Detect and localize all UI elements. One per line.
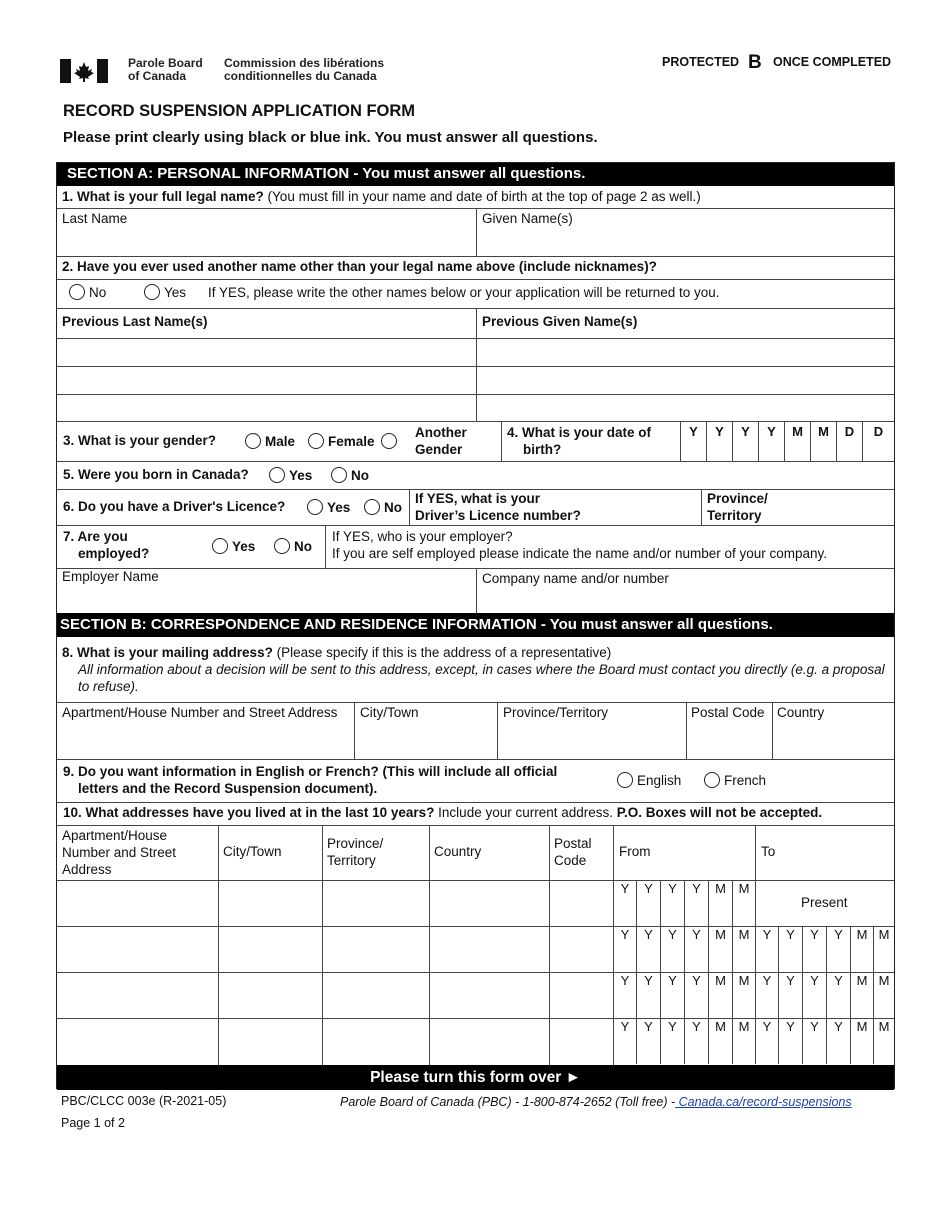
- q2-no-option[interactable]: No: [69, 284, 106, 300]
- born-canada-no-radio[interactable]: [331, 467, 347, 483]
- last-name-label: Last Name: [62, 211, 128, 226]
- question-4: 4. What is your date of birth?: [507, 425, 652, 457]
- question-6: 6. Do you have a Driver's Licence?: [63, 499, 286, 514]
- mailing-city-label: City/Town: [360, 705, 419, 720]
- born-canada-yes-option[interactable]: Yes: [269, 467, 312, 483]
- history-row-2-from-box-1[interactable]: Y: [613, 926, 636, 972]
- history-row-2-to-box-6[interactable]: M: [873, 926, 894, 972]
- mailing-province-label: Province/Territory: [503, 705, 609, 720]
- q2-note: If YES, please write the other names below or your application will be returned to you.: [208, 285, 720, 300]
- history-row-2-from-box-2[interactable]: Y: [636, 926, 660, 972]
- mailing-street-field[interactable]: [57, 723, 354, 759]
- history-from-header: From: [619, 844, 651, 859]
- born-canada-no-option[interactable]: No: [331, 467, 369, 483]
- dob-box-7[interactable]: D: [836, 421, 862, 461]
- history-row-1-country-field[interactable]: [430, 881, 549, 926]
- history-row-2-from-box-5[interactable]: M: [708, 926, 732, 972]
- employer-name-field[interactable]: [57, 588, 476, 613]
- history-row-3-country-field[interactable]: [430, 973, 549, 1018]
- history-row-4-to-box-6[interactable]: M: [873, 1018, 894, 1064]
- mailing-country-field[interactable]: [773, 723, 894, 759]
- q2-no-radio[interactable]: [69, 284, 85, 300]
- section-a-header: SECTION A: PERSONAL INFORMATION - You must answer all questions.: [57, 163, 894, 186]
- previous-given-name-field-2[interactable]: [477, 367, 894, 394]
- question-7: 7. Are you employed?: [63, 529, 150, 561]
- page-number: Page 1 of 2: [61, 1116, 125, 1130]
- dob-box-1[interactable]: Y: [680, 421, 706, 461]
- history-row-1-from-box-2[interactable]: Y: [636, 880, 660, 926]
- history-row-4-to-box-5[interactable]: M: [850, 1018, 873, 1064]
- history-row-3-province-field[interactable]: [323, 973, 429, 1018]
- previous-last-name-field-2[interactable]: [57, 367, 476, 394]
- history-row-3-from-box-6[interactable]: M: [732, 972, 755, 1018]
- licence-yes-radio[interactable]: [307, 499, 323, 515]
- mailing-country-label: Country: [777, 705, 825, 720]
- licence-yes-option[interactable]: Yes: [307, 499, 350, 515]
- employer-question: If YES, who is your employer? If you are self employed please indicate the name and/or number of your company.: [332, 529, 828, 561]
- q2-yes-radio[interactable]: [144, 284, 160, 300]
- dob-box-3[interactable]: Y: [732, 421, 758, 461]
- history-row-3-city-field[interactable]: [219, 973, 322, 1018]
- department-name-english: Parole Board of Canada: [128, 56, 203, 83]
- last-name-field[interactable]: [57, 209, 476, 256]
- mailing-city-field[interactable]: [355, 723, 497, 759]
- history-row-4-from-box-5[interactable]: M: [708, 1018, 732, 1064]
- mailing-province-field[interactable]: [498, 723, 686, 759]
- history-row-4-to-box-2[interactable]: Y: [778, 1018, 802, 1064]
- history-row-4-postal-field[interactable]: [550, 1019, 613, 1064]
- history-row-3-postal-field[interactable]: [550, 973, 613, 1018]
- employer-name-label: Employer Name: [62, 569, 159, 584]
- gender-female-radio[interactable]: [308, 433, 324, 449]
- employed-yes-radio[interactable]: [212, 538, 228, 554]
- present-label: Present: [801, 895, 848, 910]
- gender-another-label: Another Gender: [415, 425, 467, 457]
- history-row-2-postal-field[interactable]: [550, 927, 613, 972]
- language-french-radio[interactable]: [704, 772, 720, 788]
- history-row-4-city-field[interactable]: [219, 1019, 322, 1064]
- protected-level: B: [748, 52, 762, 73]
- mailing-postal-field[interactable]: [687, 723, 772, 759]
- born-canada-yes-radio[interactable]: [269, 467, 285, 483]
- history-row-3-to-box-2[interactable]: Y: [778, 972, 802, 1018]
- history-row-2-from-box-6[interactable]: M: [732, 926, 755, 972]
- company-label: Company name and/or number: [482, 571, 669, 586]
- previous-given-name-field-1[interactable]: [477, 339, 894, 366]
- history-row-2-to-box-5[interactable]: M: [850, 926, 873, 972]
- licence-no-radio[interactable]: [364, 499, 380, 515]
- history-postal-header: Postal Code: [554, 836, 592, 868]
- form-instructions: Please print clearly using black or blue ink. You must answer all questions.: [63, 129, 598, 146]
- employed-no-radio[interactable]: [274, 538, 290, 554]
- history-row-2-to-box-2[interactable]: Y: [778, 926, 802, 972]
- history-row-3-from-box-4[interactable]: Y: [684, 972, 708, 1018]
- history-row-4-from-box-2[interactable]: Y: [636, 1018, 660, 1064]
- licence-number-label: If YES, what is your Driver’s Licence number?: [415, 491, 581, 523]
- history-row-4-to-box-1[interactable]: Y: [755, 1018, 778, 1064]
- history-row-1-province-field[interactable]: [323, 881, 429, 926]
- question-1: 1. What is your full legal name? (You must fill in your name and date of birth at the top of page 2 as well.): [62, 189, 701, 204]
- history-row-3-to-box-4[interactable]: Y: [826, 972, 850, 1018]
- previous-given-names-label: Previous Given Name(s): [482, 314, 638, 329]
- licence-province-field[interactable]: [777, 490, 894, 525]
- previous-last-name-field-1[interactable]: [57, 339, 476, 366]
- dob-box-4[interactable]: Y: [758, 421, 784, 461]
- history-province-header: Province/ Territory: [327, 836, 384, 868]
- employed-yes-option[interactable]: Yes: [212, 538, 255, 554]
- company-field[interactable]: [477, 588, 894, 613]
- history-row-3-from-box-5[interactable]: M: [708, 972, 732, 1018]
- record-suspensions-link[interactable]: Canada.ca/record-suspensions: [675, 1095, 852, 1109]
- form-title: RECORD SUSPENSION APPLICATION FORM: [63, 102, 416, 120]
- history-row-1-street-field[interactable]: [57, 881, 218, 926]
- language-english-radio[interactable]: [617, 772, 633, 788]
- section-b-header: SECTION B: CORRESPONDENCE AND RESIDENCE INFORMATION - You must answer all questions.: [57, 613, 894, 637]
- history-row-4-from-box-3[interactable]: Y: [660, 1018, 684, 1064]
- history-row-2-street-field[interactable]: [57, 927, 218, 972]
- department-name-french: Commission des libérations conditionnelles du Canada: [224, 56, 385, 83]
- dob-box-5[interactable]: M: [784, 421, 810, 461]
- history-row-3-to-box-3[interactable]: Y: [802, 972, 826, 1018]
- question-3: 3. What is your gender?: [63, 433, 217, 448]
- history-row-4-from-box-1[interactable]: Y: [613, 1018, 636, 1064]
- mailing-street-label: Apartment/House Number and Street Address: [62, 705, 338, 720]
- dob-box-6[interactable]: M: [810, 421, 836, 461]
- question-5: 5. Were you born in Canada?: [63, 467, 249, 482]
- dob-box-8[interactable]: D: [862, 421, 894, 461]
- history-row-2-country-field[interactable]: [430, 927, 549, 972]
- history-row-3-to-box-6[interactable]: M: [873, 972, 894, 1018]
- history-row-3-from-box-3[interactable]: Y: [660, 972, 684, 1018]
- history-row-2-to-box-3[interactable]: Y: [802, 926, 826, 972]
- previous-last-name-field-3[interactable]: [57, 395, 476, 421]
- history-row-3-street-field[interactable]: [57, 973, 218, 1018]
- history-row-4-from-box-6[interactable]: M: [732, 1018, 755, 1064]
- dob-box-2[interactable]: Y: [706, 421, 732, 461]
- history-row-1-from-box-4[interactable]: Y: [684, 880, 708, 926]
- history-country-header: Country: [434, 844, 482, 859]
- history-row-4-from-box-4[interactable]: Y: [684, 1018, 708, 1064]
- history-row-2-to-box-4[interactable]: Y: [826, 926, 850, 972]
- history-row-2-from-box-4[interactable]: Y: [684, 926, 708, 972]
- mailing-postal-label: Postal Code: [691, 705, 765, 720]
- protected-label: PROTECTED: [662, 55, 740, 69]
- licence-number-field[interactable]: [597, 490, 701, 525]
- turn-over-banner: Please turn this form over ►: [57, 1065, 894, 1090]
- question-2: 2. Have you ever used another name other than your legal name above (include nicknames)?: [62, 259, 657, 274]
- question-10: 10. What addresses have you lived at in the last 10 years? Include your current address. P.O. Boxes will not be accepted.: [63, 805, 823, 820]
- form-code: PBC/CLCC 003e (R-2021-05): [61, 1094, 227, 1108]
- language-french-option[interactable]: French: [704, 772, 766, 788]
- history-row-4-province-field[interactable]: [323, 1019, 429, 1064]
- history-row-4-to-box-3[interactable]: Y: [802, 1018, 826, 1064]
- canada-wordmark-flag-icon: [60, 59, 108, 83]
- history-city-header: City/Town: [223, 844, 282, 859]
- history-row-3-to-box-1[interactable]: Y: [755, 972, 778, 1018]
- given-names-label: Given Name(s): [482, 211, 573, 226]
- history-row-1-from-box-6[interactable]: M: [732, 880, 755, 926]
- history-row-3-to-box-5[interactable]: M: [850, 972, 873, 1018]
- gender-male-option[interactable]: Male: [245, 433, 295, 449]
- history-to-header: To: [761, 844, 776, 859]
- application-form: [56, 162, 895, 1089]
- q2-yes-option[interactable]: Yes: [144, 284, 186, 300]
- question-8: 8. What is your mailing address? (Please specify if this is the address of a representative) All information about a decision will be sent to this address, except, in cases where the Board must contact you directly (e.g. a proposal to refuse).: [62, 645, 885, 694]
- history-row-1-postal-field[interactable]: [550, 881, 613, 926]
- language-english-option[interactable]: English: [617, 772, 681, 788]
- gender-another-radio[interactable]: [381, 433, 397, 449]
- history-street-header: Apartment/House Number and Street Address: [62, 828, 177, 877]
- history-row-1-from-box-5[interactable]: M: [708, 880, 732, 926]
- history-row-2-to-box-1[interactable]: Y: [755, 926, 778, 972]
- history-row-4-country-field[interactable]: [430, 1019, 549, 1064]
- once-completed-label: ONCE COMPLETED: [773, 55, 892, 69]
- licence-province-label: Province/ Territory: [707, 491, 768, 523]
- history-row-4-to-box-4[interactable]: Y: [826, 1018, 850, 1064]
- history-row-1-from-box-3[interactable]: Y: [660, 880, 684, 926]
- given-names-field[interactable]: [477, 209, 894, 256]
- history-row-2-city-field[interactable]: [219, 927, 322, 972]
- gender-female-option[interactable]: Female: [308, 433, 401, 449]
- footer-contact: Parole Board of Canada (PBC) - 1-800-874-2652 (Toll free) - Canada.ca/record-suspensions: [340, 1095, 852, 1109]
- employed-no-option[interactable]: No: [274, 538, 312, 554]
- gender-male-radio[interactable]: [245, 433, 261, 449]
- history-row-4-street-field[interactable]: [57, 1019, 218, 1064]
- previous-given-name-field-3[interactable]: [477, 395, 894, 421]
- history-row-2-province-field[interactable]: [323, 927, 429, 972]
- licence-no-option[interactable]: No: [364, 499, 402, 515]
- history-row-3-from-box-2[interactable]: Y: [636, 972, 660, 1018]
- history-row-3-from-box-1[interactable]: Y: [613, 972, 636, 1018]
- previous-last-names-label: Previous Last Name(s): [62, 314, 208, 329]
- history-row-2-from-box-3[interactable]: Y: [660, 926, 684, 972]
- question-9: 9. Do you want information in English or French? (This will include all official letters and the Record Suspension document).: [63, 764, 558, 796]
- history-row-1-from-box-1[interactable]: Y: [613, 880, 636, 926]
- history-row-1-city-field[interactable]: [219, 881, 322, 926]
